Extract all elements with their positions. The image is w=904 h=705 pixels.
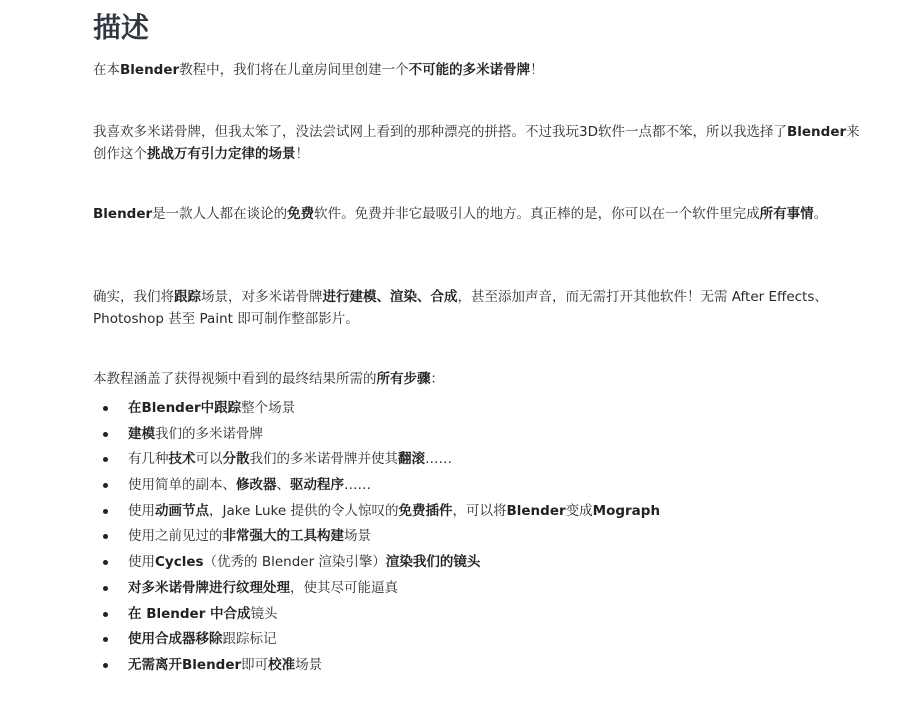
text-run: 我喜欢多米诺骨牌，但我太笨了，没法尝试网上看到的那种漂亮的拼搭。不过我玩3D软件一点都不笨，所以我选择了 bbox=[93, 124, 787, 140]
list-item bbox=[93, 397, 660, 423]
text-run: 。 bbox=[813, 206, 828, 222]
text-run: 、 bbox=[276, 477, 290, 494]
text-run: ，Jake Luke 提供的令人惊叹的 bbox=[209, 502, 399, 519]
bold-text: Blender bbox=[786, 124, 847, 140]
bold-text: 免费插件 bbox=[398, 502, 453, 519]
bold-text: Cycles bbox=[155, 554, 204, 571]
paragraph-blender-free bbox=[93, 203, 868, 225]
list-item bbox=[93, 577, 660, 603]
bold-text: 修改器 bbox=[236, 477, 277, 494]
list-item bbox=[93, 423, 660, 449]
text-run: 在本 bbox=[93, 62, 120, 78]
text-run: …… bbox=[344, 477, 371, 494]
bold-text: 挑战万有引力定律的场景 bbox=[147, 146, 296, 162]
bold-text: 分散 bbox=[222, 451, 250, 468]
text-run: 使用 bbox=[128, 554, 155, 571]
bold-text: 动画节点 bbox=[155, 502, 209, 519]
text-run: 镜头 bbox=[250, 605, 278, 622]
text-run: 是一款人人都在谈论的 bbox=[152, 206, 288, 222]
text-run: 教程中，我们将在儿童房间里创建一个 bbox=[179, 62, 409, 78]
text-run: 使用 bbox=[128, 502, 155, 519]
bold-text: 翻滚 bbox=[398, 451, 425, 468]
list-item bbox=[93, 500, 660, 526]
bold-text: 进行建模、渲染、合成 bbox=[322, 289, 458, 305]
text-run: 跟踪标记 bbox=[222, 631, 277, 648]
bold-text: 校准 bbox=[268, 656, 296, 673]
bold-text: Blender bbox=[93, 206, 153, 222]
text-run: ，可以将 bbox=[452, 502, 507, 519]
text-run: 使用之前见过的 bbox=[128, 528, 223, 545]
paragraph-motivation bbox=[93, 121, 868, 165]
text-run: …… bbox=[425, 451, 452, 468]
paragraph-steps-intro bbox=[93, 368, 868, 390]
paragraph-intro bbox=[93, 59, 868, 81]
text-run: 我们的多米诺骨牌 bbox=[155, 425, 263, 442]
steps-list bbox=[93, 397, 660, 680]
list-item bbox=[93, 654, 660, 680]
bold-text: 所有步骤 bbox=[376, 371, 431, 387]
bold-text: 免费 bbox=[287, 206, 315, 222]
text-run: 场景，对多米诺骨牌 bbox=[201, 289, 323, 305]
bold-text: 渲染我们的镜头 bbox=[385, 554, 481, 571]
text-run: 变成 bbox=[565, 502, 593, 519]
text-run: 可以 bbox=[195, 451, 223, 468]
bold-text: 在Blender中跟踪 bbox=[128, 400, 242, 416]
bold-text: 无需离开Blender bbox=[128, 656, 242, 673]
list-item bbox=[93, 448, 660, 474]
bold-text: 不可能的多米诺骨牌 bbox=[408, 62, 531, 78]
bold-text: 建模 bbox=[128, 425, 155, 442]
text-run: ！ bbox=[530, 62, 544, 78]
text-run: 我们的多米诺骨牌并使其 bbox=[249, 451, 398, 468]
text-run: 软件。免费并非它最吸引人的地方。真正棒的是，你可以在一个软件里完成 bbox=[314, 206, 760, 222]
text-run: ，使其尽可能逼真 bbox=[290, 579, 398, 596]
text-run: ！ bbox=[295, 146, 309, 162]
text-run: 来创作这个 bbox=[93, 124, 860, 162]
bold-text: 跟踪 bbox=[174, 289, 201, 305]
list-item bbox=[93, 628, 660, 654]
list-item bbox=[93, 551, 660, 577]
text-run: ： bbox=[430, 371, 444, 387]
list-item bbox=[93, 525, 660, 551]
text-run: （优秀的 Blender 渲染引擎） bbox=[203, 554, 386, 571]
text-run: ，甚至添加声音，而无需打开其他软件！无需 After Effects、Photoshop 甚至 Paint 即可制作整部影片。 bbox=[93, 289, 828, 327]
bold-text: 在 Blender 中合成 bbox=[128, 605, 251, 622]
bold-text: 非常强大的工具构建 bbox=[222, 528, 344, 545]
text-run: 整个场景 bbox=[241, 400, 296, 416]
bold-text: Blender bbox=[120, 62, 180, 78]
text-run: 即可 bbox=[241, 656, 269, 673]
text-run: 场景 bbox=[295, 656, 323, 673]
bold-text: Blender bbox=[506, 502, 566, 519]
bold-text: 使用合成器移除 bbox=[128, 631, 223, 648]
list-item bbox=[93, 603, 660, 629]
bold-text: Mograph bbox=[592, 502, 661, 519]
bold-text: 所有事情 bbox=[759, 206, 814, 222]
text-run: 确实，我们将 bbox=[93, 289, 174, 305]
text-run: 使用简单的副本、 bbox=[128, 477, 236, 494]
text-run: 本教程涵盖了获得视频中看到的最终结果所需的 bbox=[93, 371, 377, 387]
bold-text: 技术 bbox=[168, 451, 196, 468]
text-run: 有几种 bbox=[128, 451, 169, 468]
section-heading: 描述 bbox=[93, 11, 150, 44]
bold-text: 对多米诺骨牌进行纹理处理 bbox=[128, 579, 290, 596]
bold-text: 驱动程序 bbox=[290, 477, 344, 494]
list-item bbox=[93, 474, 660, 500]
paragraph-workflow bbox=[93, 286, 868, 330]
text-run: 场景 bbox=[344, 528, 371, 545]
